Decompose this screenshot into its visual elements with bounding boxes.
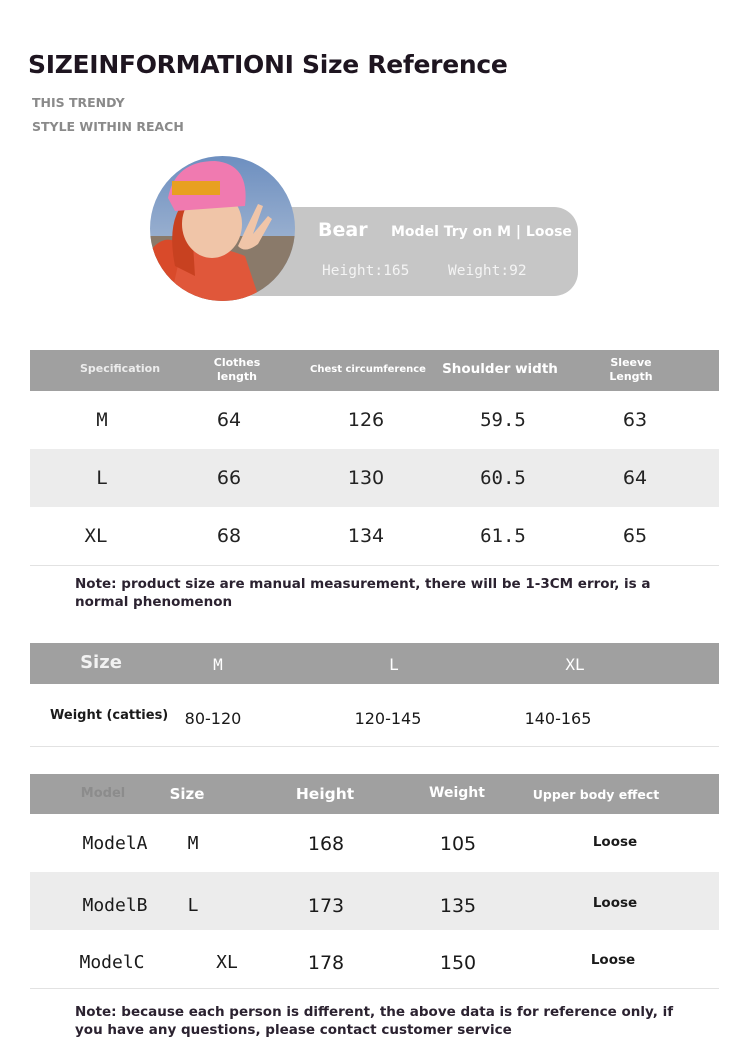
cell-weight-l: 120-145: [354, 709, 422, 728]
cell-size: L: [96, 467, 108, 489]
cell-model: ModelA: [82, 833, 148, 854]
header-specification: Specification: [79, 362, 161, 375]
page-title: SIZEINFORMATIONI Size Reference: [28, 50, 508, 79]
divider: [30, 565, 719, 566]
header-l: L: [389, 655, 399, 674]
cell-weight: 105: [439, 833, 477, 855]
model-photo: [150, 156, 295, 301]
cell-size: XL: [84, 525, 108, 547]
cell-clothes-length: 66: [216, 467, 242, 489]
cell-effect: Loose: [590, 952, 636, 968]
cell-weight: 150: [439, 952, 477, 974]
cell-size: XL: [216, 952, 238, 973]
cell-chest: 126: [347, 409, 385, 431]
subtitle-line-2: STYLE WITHIN REACH: [32, 119, 184, 134]
cell-height: 168: [307, 833, 345, 855]
cell-clothes-length: 64: [216, 409, 242, 431]
cell-chest: 134: [347, 525, 385, 547]
cell-effect: Loose: [592, 834, 638, 850]
table-row: [30, 930, 719, 988]
divider: [30, 988, 719, 989]
table-row: [30, 684, 719, 746]
model-table-header: [30, 774, 719, 814]
cell-weight: 135: [439, 895, 477, 917]
cell-effect: Loose: [592, 895, 638, 911]
model-height: Height:165: [322, 263, 410, 279]
header-clothes-length: Clothes length: [213, 356, 261, 383]
cell-size: M: [187, 833, 199, 854]
table-row: [30, 872, 719, 930]
cell-sleeve: 64: [622, 467, 648, 489]
cell-size: M: [96, 409, 108, 431]
header-sleeve-length: Sleeve Length: [609, 356, 653, 383]
divider: [30, 746, 719, 747]
weight-row-label: Weight (catties): [50, 708, 169, 723]
size-table-header: [30, 350, 719, 391]
cell-shoulder: 61.5: [480, 525, 526, 547]
header-shoulder-width: Shoulder width: [442, 361, 558, 377]
header-m: M: [213, 655, 223, 674]
header-size: Size: [80, 652, 122, 673]
cell-weight-m: 80-120: [184, 709, 242, 728]
model-name: Bear: [318, 219, 368, 241]
size-note: Note: product size are manual measurement, there will be 1-3CM error, is a normal phenomenon: [75, 576, 651, 610]
header-height: Height: [295, 785, 355, 803]
cell-weight-xl: 140-165: [524, 709, 592, 728]
cell-height: 178: [307, 952, 345, 974]
cell-clothes-length: 68: [216, 525, 242, 547]
model-weight: Weight:92: [448, 263, 527, 279]
table-row: [30, 814, 719, 872]
cell-height: 173: [307, 895, 345, 917]
table-row: [30, 391, 719, 449]
cell-model: ModelB: [82, 895, 148, 916]
cell-model: ModelC: [79, 952, 145, 973]
header-upper-body-effect: Upper body effect: [532, 787, 660, 802]
model-try-on: Model Try on M | Loose: [391, 224, 572, 240]
cell-sleeve: 63: [622, 409, 648, 431]
model-note: Note: because each person is different, the above data is for reference only, if you have any questions, please contact customer service: [75, 1004, 674, 1038]
cell-chest: 130: [347, 467, 385, 489]
table-row: [30, 507, 719, 565]
cell-sleeve: 65: [622, 525, 648, 547]
header-size: Size: [169, 785, 205, 803]
weight-table-header: [30, 643, 719, 684]
table-row: [30, 449, 719, 507]
cell-shoulder: 60.5: [480, 467, 526, 489]
subtitle-line-1: THIS TRENDY: [32, 95, 125, 110]
cell-shoulder: 59.5: [480, 409, 526, 431]
header-chest-circumference: Chest circumference: [310, 364, 426, 375]
header-weight: Weight: [429, 785, 485, 801]
header-model: Model: [80, 786, 126, 801]
cell-size: L: [187, 895, 199, 916]
header-xl: XL: [565, 655, 585, 674]
